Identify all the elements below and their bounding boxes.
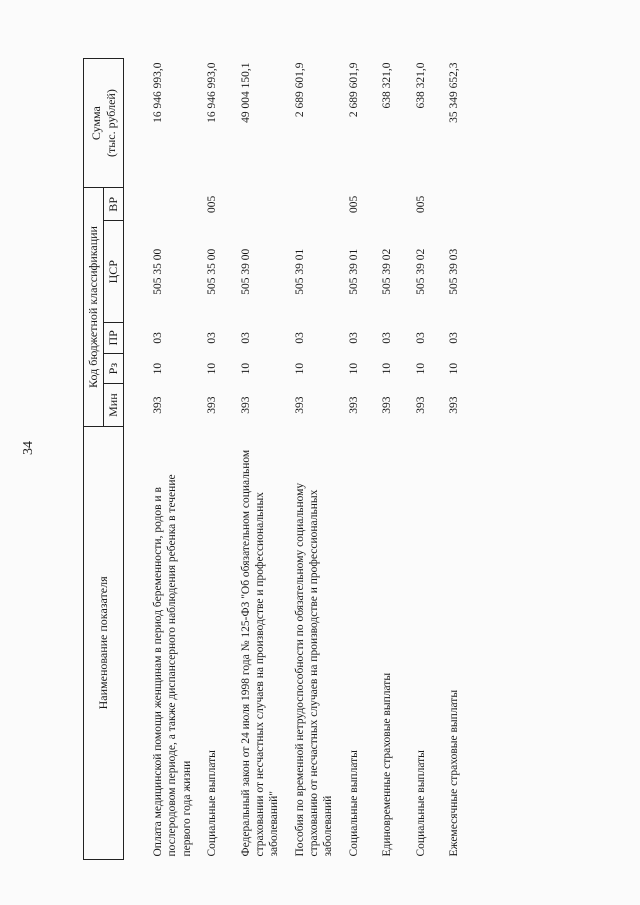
row-vr: [149, 188, 203, 221]
row-min: 393: [293, 396, 306, 414]
row-sum: 16 946 993,0: [152, 62, 164, 123]
header-code-group: Код бюджетной классификации: [84, 188, 104, 427]
row-vr: [291, 188, 345, 221]
table-row: [203, 59, 236, 860]
row-pr: 03: [414, 332, 427, 344]
table-row: [445, 59, 478, 860]
row-vr: [445, 188, 478, 221]
row-min: 393: [447, 396, 460, 414]
row-min: 393: [414, 396, 427, 414]
row-min: 393: [206, 396, 219, 414]
table-header: [84, 59, 124, 860]
row-vr: 005: [414, 195, 427, 213]
row-sum: 16 946 993,0: [206, 62, 219, 123]
row-csr: 505 39 01: [293, 248, 306, 295]
row-name: Оплата медицинской помощи женщинам в период беременности, родов и в послеродовом периоде, а также диспансерного наблюдения ребенка в течение первого года жизни: [152, 474, 193, 857]
row-rz: 10: [239, 362, 252, 375]
row-pr: 03: [447, 332, 460, 344]
header-name: Наименование показателя: [84, 426, 124, 859]
table-row: [149, 59, 203, 860]
row-name: Федеральный закон от 24 июля 1998 года № 125-ФЗ "Об обязательном социальном страховании от несчастных случаев на производстве и профессиональных заболеваний": [239, 449, 281, 857]
row-csr: 505 39 03: [447, 248, 460, 295]
row-min: 393: [152, 396, 164, 414]
row-csr: 505 39 01: [347, 248, 360, 295]
row-csr: 505 39 02: [414, 248, 427, 295]
row-rz: 10: [293, 362, 306, 375]
row-sum: 35 349 652,3: [447, 62, 460, 123]
row-sum: 638 321,0: [381, 62, 394, 109]
row-sum: 2 689 601,9: [293, 62, 306, 118]
table-body: [124, 59, 479, 860]
header-pr: ПР: [104, 322, 124, 353]
row-pr: 03: [206, 332, 219, 344]
row-csr: 505 35 00: [152, 248, 164, 295]
header-sum: [84, 59, 124, 188]
table-row: [237, 59, 291, 860]
row-csr: 505 39 00: [239, 248, 252, 295]
rotated-table-container: [83, 58, 555, 860]
row-name: Пособия по временной нетрудоспособности по обязательному социальному страхованию от несчастных случаев на производстве и профессиональных заболеваний: [293, 482, 335, 857]
row-name: Социальные выплаты: [414, 750, 427, 857]
budget-table: [83, 58, 478, 860]
row-vr: [378, 188, 411, 221]
row-rz: 10: [206, 362, 219, 375]
header-rz: Рз: [104, 353, 124, 384]
row-vr: [237, 188, 291, 221]
header-sum-line1: Сумма: [88, 106, 103, 141]
row-min: 393: [347, 396, 360, 414]
table-row: [291, 59, 345, 860]
table-row: [412, 59, 445, 860]
table-row: [378, 59, 411, 860]
page-number: 34: [21, 441, 36, 455]
row-csr: 505 39 02: [381, 248, 394, 295]
row-pr: 03: [239, 332, 252, 344]
row-rz: 10: [414, 362, 427, 375]
row-sum: 2 689 601,9: [347, 62, 360, 118]
row-sum: 49 004 150,1: [239, 62, 252, 123]
row-rz: 10: [381, 362, 394, 375]
row-vr: 005: [347, 195, 360, 213]
row-pr: 03: [347, 332, 360, 344]
row-rz: 10: [447, 362, 460, 375]
row-rz: 10: [152, 362, 164, 375]
row-csr: 505 35 00: [206, 248, 219, 295]
row-pr: 03: [152, 332, 164, 344]
row-min: 393: [381, 396, 394, 414]
row-pr: 03: [381, 332, 394, 344]
row-vr: 005: [206, 195, 219, 213]
row-rz: 10: [347, 362, 360, 375]
header-csr: ЦСР: [104, 221, 124, 322]
header-min: Мин: [104, 384, 124, 426]
row-name: Ежемесячные страховые выплаты: [447, 689, 460, 857]
table-row: [345, 59, 378, 860]
header-vr: ВР: [104, 188, 124, 221]
row-pr: 03: [293, 332, 306, 344]
row-name: Социальные выплаты: [206, 750, 219, 857]
row-name: Единовременные страховые выплаты: [381, 672, 394, 857]
row-name: Социальные выплаты: [347, 750, 360, 857]
header-sum-line2: (тыс. рублей): [103, 89, 118, 158]
row-min: 393: [239, 396, 252, 414]
row-sum: 638 321,0: [414, 62, 427, 109]
